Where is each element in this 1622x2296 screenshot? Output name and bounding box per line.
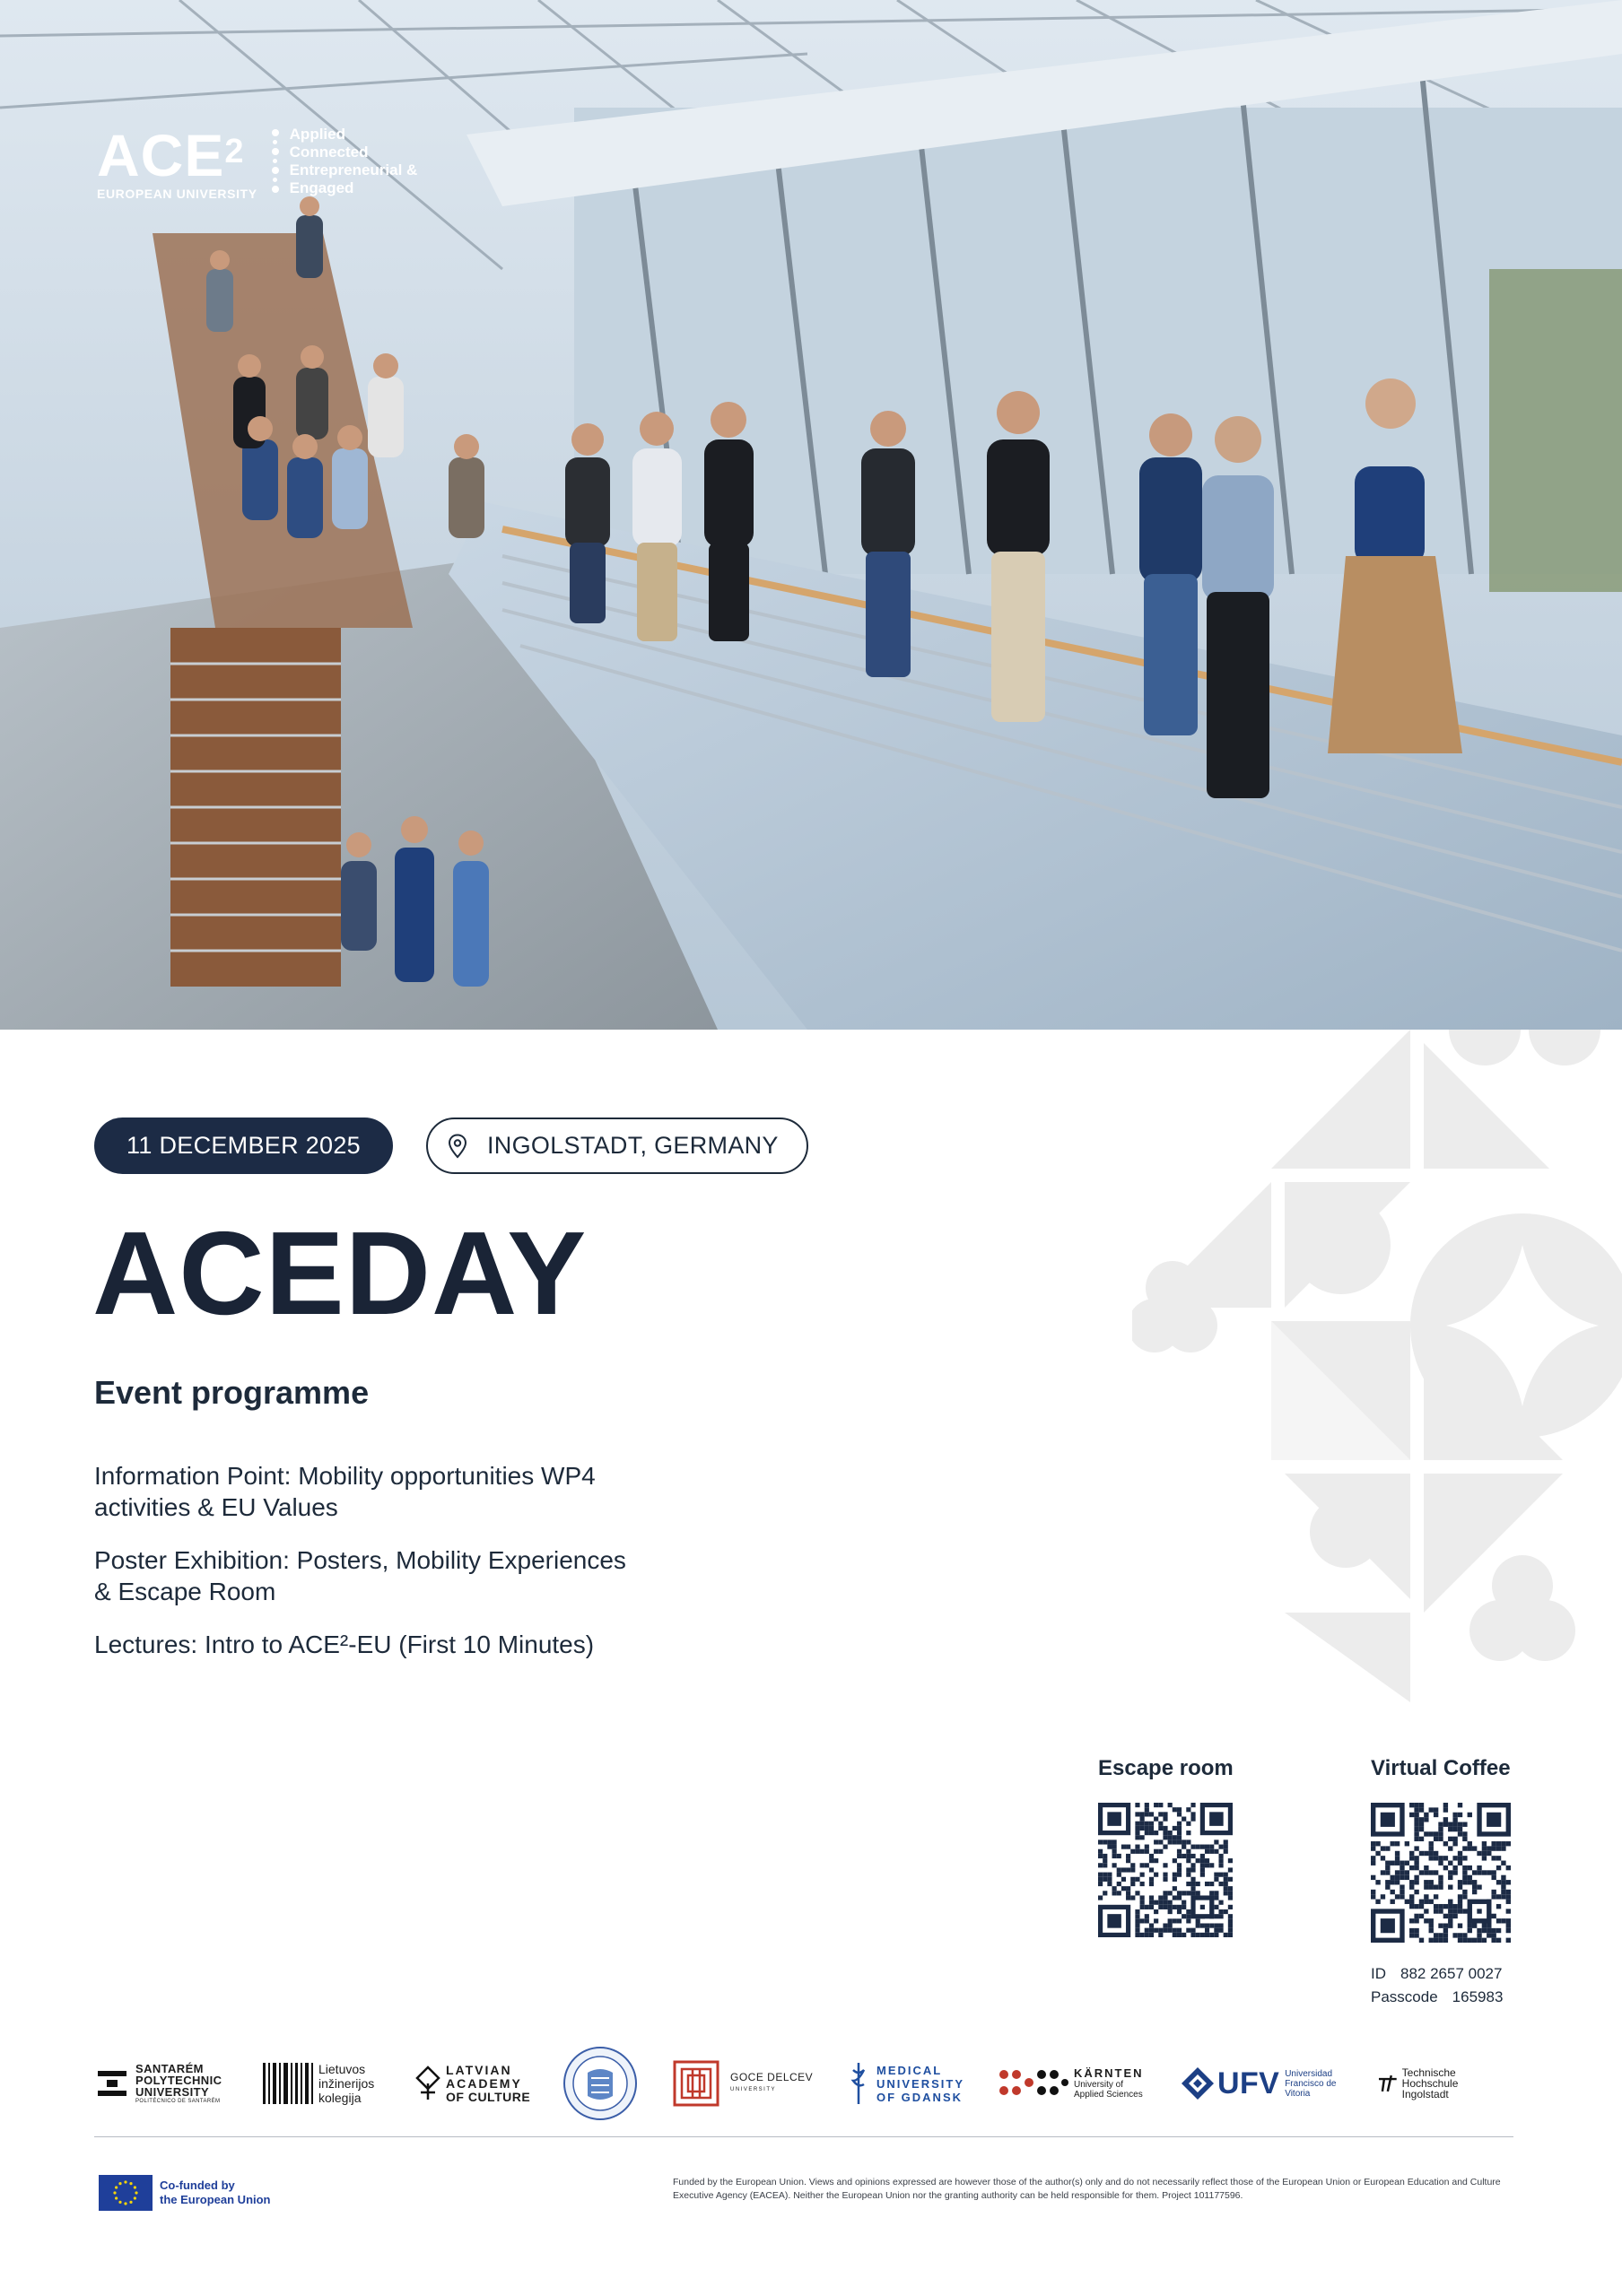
logo-dots-icon [272, 129, 279, 193]
latvian-academy-emblem-icon [415, 2066, 440, 2101]
escape-room-qr-block [1098, 1756, 1234, 1937]
date-badge [94, 1118, 393, 1174]
logo-value: Applied [289, 126, 345, 143]
goce-delcev-emblem-icon [673, 2060, 719, 2107]
location-pin-icon [448, 1134, 467, 1159]
virtual-coffee-qr-code[interactable] [1371, 1803, 1511, 1943]
thi-logo: Technische Hochschule Ingolstadt [1377, 2052, 1513, 2115]
university-seal-logo [562, 2052, 638, 2115]
programme-item: Poster Exhibition: Posters, Mobility Experiences & Escape Room [94, 1546, 626, 1605]
virtual-coffee-label: Virtual Coffee [1371, 1756, 1511, 1780]
goce-delcev-logo: GOCE DELCEV UNIVERSITY [673, 2052, 813, 2115]
logo-value: Entrepreneurial & [289, 161, 418, 178]
university-seal-icon [562, 2046, 638, 2121]
decorative-pattern [1132, 1030, 1622, 1702]
logo-value: Connected [289, 144, 369, 161]
santarem-emblem-icon [96, 2067, 128, 2100]
eu-cofunded-badge [99, 2175, 271, 2211]
logo-subtitle: EUROPEAN UNIVERSITY [97, 187, 257, 201]
eu-cofunded-text: Co-funded by the European Union [160, 2179, 271, 2206]
event-location: INGOLSTADT, GERMANY [487, 1132, 779, 1159]
hero-photo [0, 0, 1622, 1030]
ace2-logo [97, 122, 418, 201]
medical-university-gdansk-logo: MEDICAL UNIVERSITY OF GDANSK [850, 2052, 964, 2115]
meeting-passcode-row [1371, 1986, 1503, 2009]
logo-wordmark: ACE$^2$ [97, 122, 245, 188]
meeting-id-row [1371, 1962, 1503, 1986]
thi-emblem-icon [1377, 2074, 1399, 2093]
gdansk-staff-icon [850, 2061, 868, 2106]
funding-disclaimer: Funded by the European Union. Views and opinions expressed are however those of the author(s) only and do not necessarily reflect those of the European Union or European Education and Culture Executive Agency (EACEA). Neither the European Union nor the granting authority can be held responsible for them. Project 101177596. [673, 2177, 1501, 2201]
santarem-polytechnic-logo: SANTARÉM POLYTECHNIC UNIVERSITY POLITÉCNICO DE SANTARÉM [96, 2052, 222, 2115]
latvian-academy-logo: LATVIAN ACADEMY OF CULTURE [415, 2052, 530, 2115]
lietuvos-kolegija-logo: Lietuvos inžinerijos kolegija [263, 2052, 374, 2115]
logo-values [290, 126, 418, 197]
escape-room-qr-code[interactable] [1098, 1803, 1233, 1937]
logo-value: Engaged [289, 179, 354, 196]
karnten-dots-icon [998, 2067, 1068, 2100]
ufv-emblem-icon [1182, 2067, 1214, 2100]
lietuvos-barcode-icon [263, 2063, 313, 2104]
event-title: ACEDAY [92, 1207, 588, 1339]
programme-heading: Event programme [94, 1374, 370, 1411]
escape-room-label: Escape room [1098, 1756, 1234, 1780]
meeting-id-label: ID [1371, 1965, 1386, 1982]
ufv-logo: UFV Universidad Francisco de Vitoria [1182, 2052, 1336, 2115]
programme-item: Lectures: Intro to ACE²-EU (First 10 Minutes) [94, 1631, 595, 1658]
virtual-coffee-qr-block [1371, 1756, 1511, 2009]
meeting-id: 882 2657 0027 [1400, 1965, 1503, 1982]
meeting-passcode: 165983 [1452, 1988, 1504, 2005]
footer-divider [94, 2136, 1513, 2137]
event-date: 11 DECEMBER 2025 [126, 1132, 361, 1159]
passcode-label: Passcode [1371, 1988, 1438, 2005]
eu-flag-icon [99, 2175, 153, 2211]
location-badge [426, 1118, 808, 1174]
programme-list [94, 1460, 632, 1682]
programme-item: Information Point: Mobility opportunities WP4 activities & EU Values [94, 1462, 596, 1521]
meeting-credentials [1371, 1962, 1503, 2009]
karnten-fh-logo: KÄRNTEN University of Applied Sciences [998, 2052, 1144, 2115]
partner-logos [94, 2052, 1513, 2115]
